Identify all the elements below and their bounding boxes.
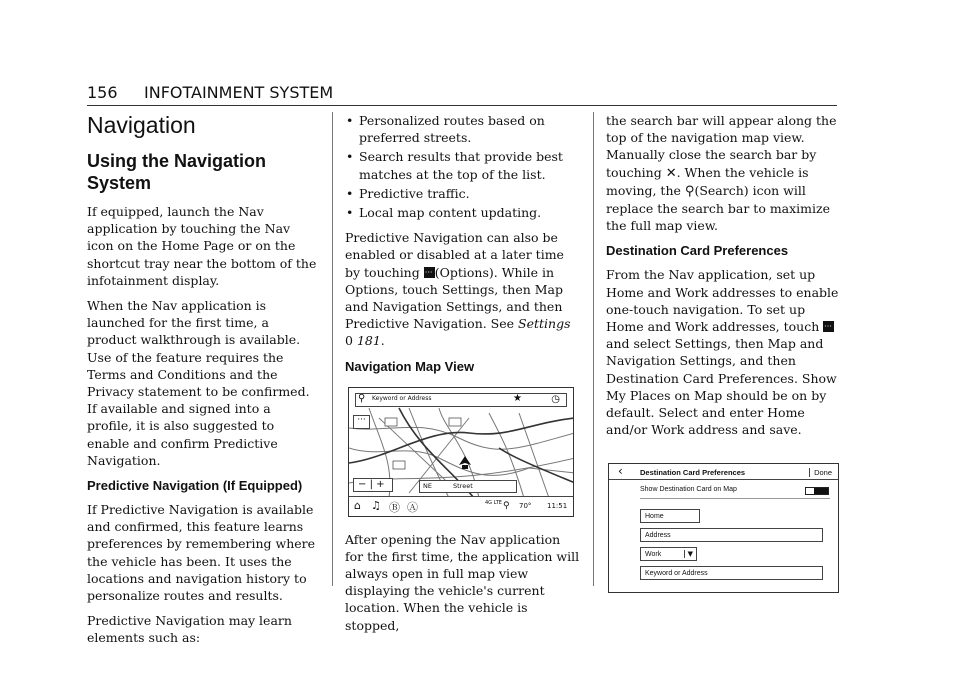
paragraph [606,266,841,438]
section-title: INFOTAINMENT SYSTEM [144,83,334,102]
direction-street-bar [419,480,517,493]
text-run: (Search) icon will replace the search bar to maximize the full map view. [606,182,831,234]
done-button[interactable]: Done [809,468,832,477]
nav-map-screenshot [348,387,574,517]
paragraph: When the Nav application is launched for the first time, a product walkthrough is available. Use of the feature requires the Terms and Conditions and the Privacy statement to be confirmed. If available and signed into a profile, it is also suggested to enable and confirm Predictive Navigation. [87,298,310,468]
paragraph: If equipped, launch the Nav application by touching the Nav icon on the Home Page or on the shortcut tray near the bottom of the infotainment display. [87,204,317,288]
network-status: 4G LTE [485,499,502,506]
section-heading-line-1: Using the Navigation [87,151,267,171]
phone-icon[interactable]: Ⓑ [389,500,400,514]
text-run: and select Settings, then Map and Navigation Settings, and then Destination Card Preferences. Show My Places on Map should be on by default. Select and enter Home and/or Work address and save. [606,336,837,438]
list-item: • Search results that provide best matches at the top of the list. [345,148,580,182]
dest-title: Destination Card Preferences [640,468,746,478]
column-divider-2 [593,112,594,586]
home-icon[interactable]: ⌂ [354,498,361,512]
column-2 [345,112,580,642]
search-placeholder: Keyword or Address [372,394,432,402]
options-icon [424,267,435,278]
chevron-down-icon[interactable]: ▼ [684,550,693,558]
clock-time: 11:51 [547,501,568,510]
text-run: From the Nav application, set up Home and Work addresses to enable one-touch navigation. To set up Home and Work addresses, touch [606,267,839,335]
status-footer [349,496,573,516]
work-label: Work [645,551,662,559]
audio-icon[interactable]: ♫ [371,498,381,512]
paragraph [606,112,841,234]
show-card-toggle[interactable] [805,487,829,495]
location-pin-icon: ⚲ [503,500,510,511]
zoom-in-icon[interactable]: + [376,478,385,490]
options-icon[interactable]: ··· [353,415,370,429]
nav-search-bar[interactable] [355,393,567,407]
nav-icon[interactable]: Ⓐ [407,500,418,514]
page-title: Navigation [87,112,196,138]
column-3 [606,112,841,593]
vehicle-icon [459,456,471,470]
column-1 [87,112,319,655]
zoom-out-icon[interactable]: − [358,478,367,490]
feature-list [345,112,580,221]
text-run: the search bar will appear along the top of the navigation map view. Manually close the search bar by touching [606,113,837,180]
back-icon[interactable]: ‹ [618,464,623,479]
zoom-control[interactable]: − | + [353,478,393,492]
dest-header [609,464,838,480]
list-item: • Local map content updating. [345,204,580,221]
destination-card-screenshot [608,463,839,593]
page-reference: 181 [356,333,381,349]
search-icon: ⚲ [358,392,366,404]
paragraph: Predictive Navigation may learn elements such as: [87,613,292,646]
paragraph [345,229,580,349]
clock-icon[interactable]: ◷ [551,393,560,405]
keyword-field[interactable]: Keyword or Address [640,566,823,580]
settings-reference: Settings [518,316,571,332]
column-divider-1 [332,112,333,586]
star-icon[interactable]: ★ [513,392,522,404]
text-run: . When the vehicle is moving, the [606,164,809,198]
toggle-label: Show Destination Card on Map [640,486,737,494]
paragraph: After opening the Nav application for the first time, the application will always open in full map view displaying the vehicle's current location. When the vehicle is stopped, [345,531,580,633]
home-field[interactable]: Home [640,509,700,523]
subheading-predictive-nav: Predictive Navigation (If Equipped) [87,478,303,494]
paragraph: If Predictive Navigation is available and confirmed, this feature learns preferences by remembering where the vehicle has been. It uses the locations and navigation history to personalize routes and results. [87,502,316,604]
subheading-destination-card: Destination Card Preferences [606,243,789,259]
search-icon: ⚲ [684,183,695,199]
page-header [87,82,837,106]
divider [640,498,830,499]
list-item: • Personalized routes based on preferred streets. [345,112,580,146]
subheading-map-view: Navigation Map View [345,358,475,374]
section-heading-line-2: System [87,173,152,193]
list-item: • Predictive traffic. [345,185,580,202]
address-field[interactable]: Address [640,528,823,542]
text-run: (Options). While in Options, touch Settings, then Map and Navigation Settings, and then Predictive Navigation. See [345,264,563,332]
text-run: . [380,333,385,349]
close-icon: ✕ [665,165,677,181]
page-number: 156 [87,83,118,102]
street-name: Street [453,481,473,490]
temperature: 70° [519,501,532,510]
compass-direction: NE [423,481,432,490]
text-run: Predictive Navigation can also be enabled or disabled at a later time by touching [345,230,564,280]
section-heading [87,150,319,194]
options-icon [823,321,834,332]
page-ref-symbol: 0 [345,333,353,349]
work-select[interactable] [640,547,697,561]
